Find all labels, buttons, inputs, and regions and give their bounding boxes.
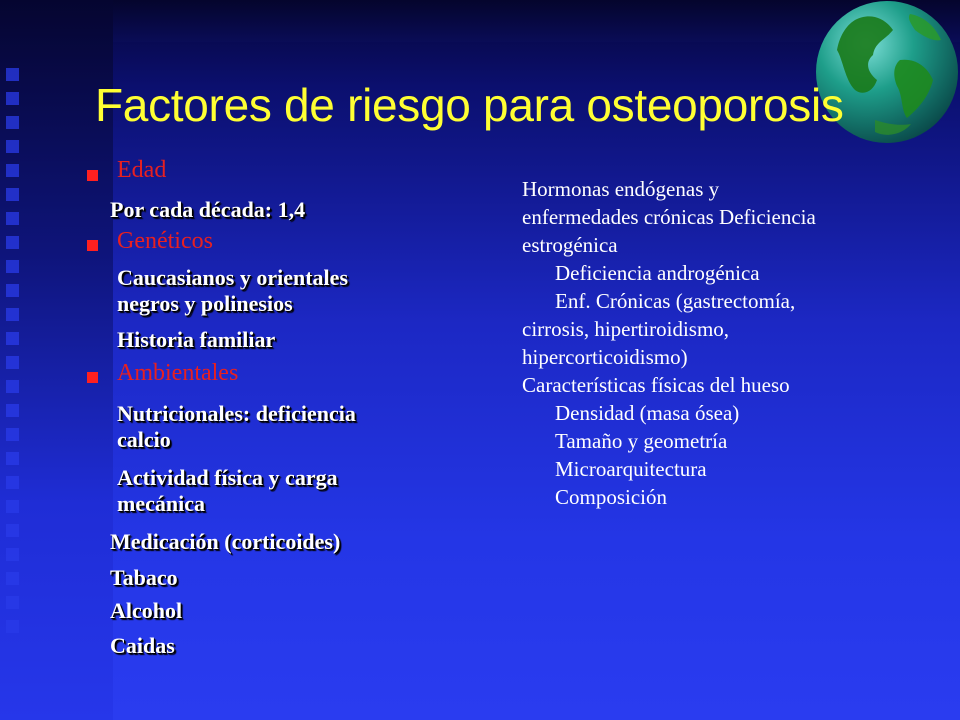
- right-line: cirrosis, hipertiroidismo,: [522, 317, 730, 341]
- item-caucasianos: Caucasianos y orientales: [117, 265, 348, 290]
- item-mecanica: mecánica: [117, 491, 205, 516]
- item-caidas: Caidas: [110, 633, 175, 658]
- right-line: Tamaño y geometría: [555, 429, 728, 453]
- right-line: Deficiencia androgénica: [555, 261, 760, 285]
- item-medicacion: Medicación (corticoides): [110, 529, 341, 554]
- right-line: Microarquitectura: [555, 457, 707, 481]
- bullet-icon: [87, 170, 98, 181]
- item-negros: negros y polinesios: [117, 291, 293, 316]
- item-nutricionales: Nutricionales: deficiencia: [117, 401, 356, 426]
- heading-edad: Edad: [117, 157, 167, 183]
- heading-ambientales: Ambientales: [117, 360, 239, 386]
- heading-geneticos: Genéticos: [117, 228, 213, 254]
- item-calcio: calcio: [117, 427, 171, 452]
- right-line: Densidad (masa ósea): [555, 401, 740, 425]
- right-line: hipercorticoidismo): [522, 345, 688, 369]
- right-line: Hormonas endógenas y: [522, 177, 720, 201]
- right-line: Características físicas del hueso: [522, 373, 790, 397]
- item-tabaco: Tabaco: [110, 565, 178, 590]
- item-historia-familiar: Historia familiar: [117, 327, 276, 352]
- right-column-text: [522, 175, 942, 511]
- item-actividad-fisica: Actividad física y carga: [117, 465, 338, 490]
- slide-title: Factores de riesgo para osteoporosis: [95, 79, 844, 131]
- right-line: estrogénica: [522, 233, 618, 257]
- item-por-cada-decada: Por cada década: 1,4: [110, 197, 306, 222]
- decorative-squares: [6, 68, 26, 644]
- item-alcohol: Alcohol: [110, 598, 183, 623]
- right-line: Enf. Crónicas (gastrectomía,: [555, 289, 796, 313]
- right-line: enfermedades crónicas Deficiencia: [522, 205, 816, 229]
- bullet-icon: [87, 372, 98, 383]
- bullet-icon: [87, 240, 98, 251]
- right-line: Composición: [555, 485, 668, 509]
